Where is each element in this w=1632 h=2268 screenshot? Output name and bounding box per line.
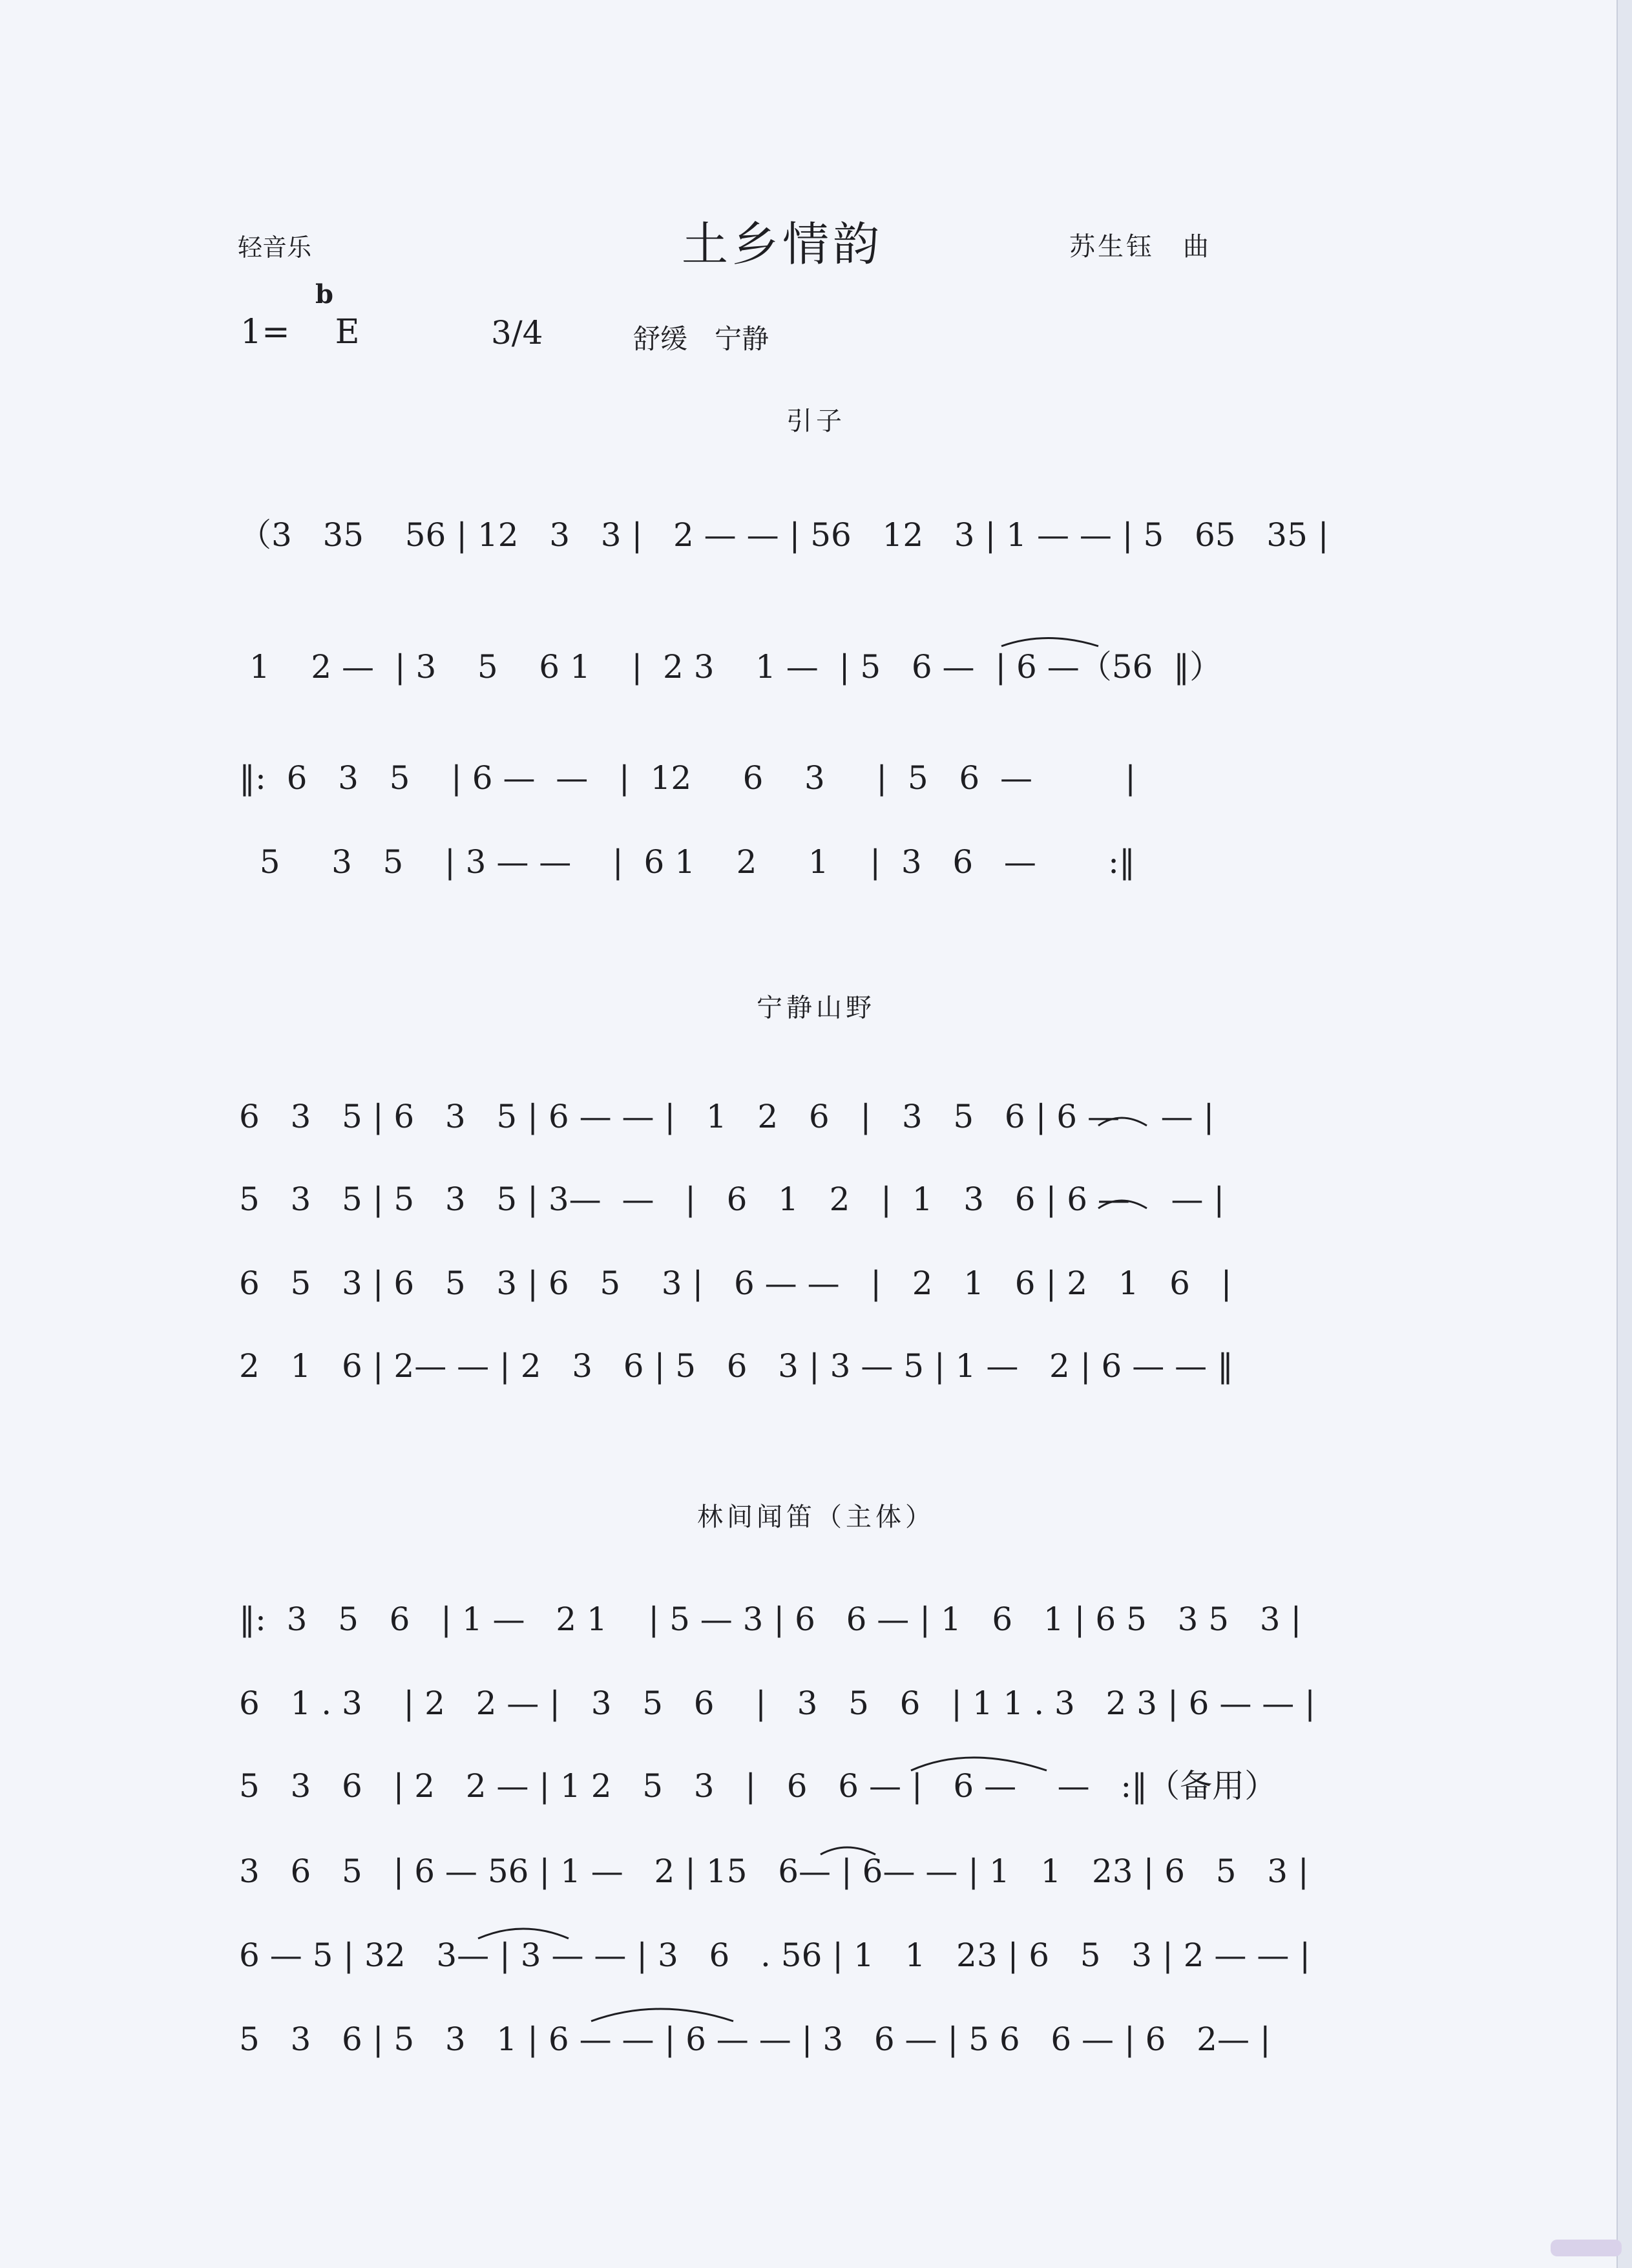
- section-title-forest-flute: 林间闻笛（主体）: [697, 1502, 935, 1532]
- score-line: 5 3 5 | 3 — — | 6 1 2 1 | 3 6 — :‖: [239, 843, 1135, 881]
- flat-sign: b: [315, 279, 333, 310]
- score-line: 3 6 5 | 6 — 56 | 1 — 2 | 15 6— | 6— — | 1 1 23 | 6 5 3 |: [239, 1853, 1309, 1890]
- composer-label: 苏生钰 曲: [1069, 232, 1211, 262]
- score-line: 6 5 3 | 6 5 3 | 6 5 3 | 6 — — | 2 1 6 | 2 1 6 |: [239, 1265, 1232, 1302]
- key-prefix: 1=: [240, 313, 290, 352]
- score-line: 1 2 — | 3 5 6 1 | 2 3 1 — | 5 6 — | 6 —（56 ‖）: [239, 648, 1222, 686]
- score-line: 6 1 . 3 | 2 2 — | 3 5 6 | 3 5 6 | 1 1 . 3 2 3 | 6 — — |: [239, 1685, 1316, 1722]
- key-name: E: [335, 313, 360, 352]
- score-line: 6 — 5 | 32 3— | 3 — — | 3 6 . 56 | 1 1 23 | 6 5 3 | 2 — — |: [239, 1937, 1311, 1974]
- tempo-marking: 舒缓 宁静: [633, 323, 769, 355]
- time-signature: 3/4: [491, 314, 543, 352]
- section-title-quiet-hills: 宁静山野: [757, 993, 875, 1023]
- score-line: （3 35 56 | 12 3 3 | 2 — — | 56 12 3 | 1 — — | 5 65 35 |: [239, 516, 1329, 554]
- score-line: 5 3 6 | 2 2 — | 1 2 5 3 | 6 6 — | 6 — — :‖（备用）: [239, 1767, 1277, 1805]
- section-title-intro: 引子: [786, 406, 846, 436]
- page-title: 土乡情韵: [682, 217, 884, 271]
- score-line: 2 1 6 | 2— — | 2 3 6 | 5 6 3 | 3 — 5 | 1 — 2 | 6 — — ‖: [239, 1347, 1233, 1385]
- score-line: ‖: 3 5 6 | 1 — 2 1 | 5 — 3 | 6 6 — | 1 6 1 | 6 5 3 5 3 |: [239, 1601, 1302, 1638]
- score-line: ‖: 6 3 5 | 6 — — | 12 6 3 | 5 6 — |: [239, 759, 1136, 797]
- score-line: 5 3 6 | 5 3 1 | 6 — — | 6 — — | 3 6 — | 5 6 6 — | 6 2— |: [239, 2021, 1271, 2058]
- watermark-stamp: [1551, 2240, 1622, 2256]
- score-line: 5 3 5 | 5 3 5 | 3— — | 6 1 2 | 1 3 6 | 6 — — |: [239, 1181, 1225, 1218]
- genre-label: 轻音乐: [238, 233, 312, 262]
- score-line: 6 3 5 | 6 3 5 | 6 — — | 1 2 6 | 3 5 6 | 6 — — |: [239, 1098, 1215, 1135]
